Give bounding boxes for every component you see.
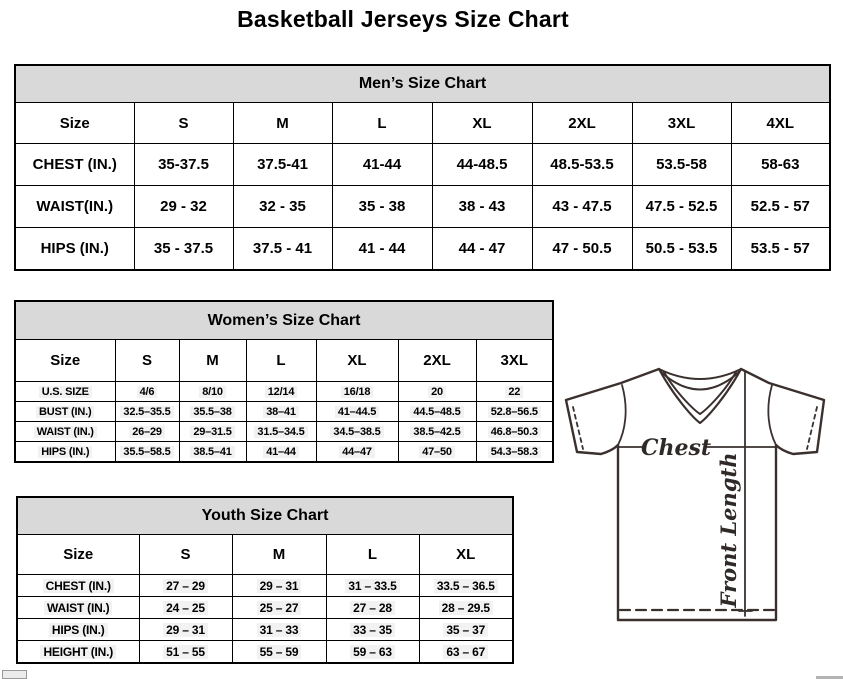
table-title: Women’s Size Chart bbox=[15, 301, 553, 340]
cell-value bbox=[246, 442, 316, 463]
cell-value bbox=[139, 619, 232, 641]
cell-value bbox=[398, 402, 476, 422]
table-row bbox=[15, 340, 553, 382]
row-label bbox=[15, 382, 115, 402]
cell-value-text: 35 – 37 bbox=[443, 623, 488, 637]
cell-value bbox=[232, 575, 326, 597]
cell-value bbox=[326, 641, 419, 664]
row-label-text: WAIST (IN.) bbox=[44, 601, 112, 615]
cell-value-text: 31 – 33 bbox=[257, 623, 302, 637]
table-row bbox=[17, 535, 513, 575]
cell-value-text: 28 – 29.5 bbox=[439, 601, 493, 615]
size-col-header: L bbox=[326, 535, 419, 575]
cell-value: 43 - 47.5 bbox=[532, 186, 632, 228]
table-title: Men’s Size Chart bbox=[15, 65, 830, 103]
cell-value bbox=[398, 382, 476, 402]
jersey-outline bbox=[566, 369, 824, 620]
cell-value-text: 33 – 35 bbox=[350, 623, 395, 637]
size-col-header: S bbox=[134, 103, 233, 144]
size-col-header: L bbox=[246, 340, 316, 382]
cell-value bbox=[139, 641, 232, 664]
table-row bbox=[15, 382, 553, 402]
size-header: Size bbox=[17, 535, 139, 575]
cell-value bbox=[419, 619, 513, 641]
cell-value bbox=[139, 597, 232, 619]
row-label: CHEST (IN.) bbox=[15, 144, 134, 186]
table-row bbox=[15, 422, 553, 442]
row-label bbox=[15, 422, 115, 442]
cell-value-text: 34.5–38.5 bbox=[330, 426, 383, 438]
cell-value-text: 31.5–34.5 bbox=[254, 426, 307, 438]
cell-value-text: 24 – 25 bbox=[163, 601, 208, 615]
front-length-label: Front Length bbox=[716, 452, 741, 608]
row-label bbox=[15, 442, 115, 463]
cell-value-text: 27 – 28 bbox=[350, 601, 395, 615]
cell-value-text: 32.5–35.5 bbox=[120, 406, 173, 418]
table-row bbox=[15, 402, 553, 422]
cell-value: 38 - 43 bbox=[432, 186, 532, 228]
table-row bbox=[17, 575, 513, 597]
cell-value-text: 46.8–50.3 bbox=[488, 426, 541, 438]
size-header: Size bbox=[15, 340, 115, 382]
cell-value bbox=[115, 402, 179, 422]
size-col-header: M bbox=[233, 103, 332, 144]
cell-value bbox=[246, 402, 316, 422]
cell-value: 41-44 bbox=[332, 144, 432, 186]
cell-value: 37.5 - 41 bbox=[233, 228, 332, 271]
row-label-text: WAIST (IN.) bbox=[34, 426, 97, 438]
cell-value bbox=[316, 382, 398, 402]
table-row bbox=[15, 442, 553, 463]
size-col-header: M bbox=[179, 340, 246, 382]
size-col-header: M bbox=[232, 535, 326, 575]
cell-value-text: 52.8–56.5 bbox=[488, 406, 541, 418]
cell-value-text: 20 bbox=[428, 386, 446, 398]
table-row bbox=[15, 228, 830, 271]
table-row bbox=[17, 597, 513, 619]
cell-value-text: 4/6 bbox=[137, 386, 158, 398]
cell-value bbox=[246, 382, 316, 402]
cell-value bbox=[232, 619, 326, 641]
row-label: WAIST(IN.) bbox=[15, 186, 134, 228]
size-col-header: XL bbox=[419, 535, 513, 575]
cell-value bbox=[232, 597, 326, 619]
cell-value-text: 25 – 27 bbox=[257, 601, 302, 615]
cell-value-text: 54.3–58.3 bbox=[488, 446, 541, 458]
cell-value: 35 - 37.5 bbox=[134, 228, 233, 271]
size-col-header: XL bbox=[432, 103, 532, 144]
cell-value bbox=[316, 442, 398, 463]
cell-value-text: 38.5–42.5 bbox=[410, 426, 463, 438]
row-label-text: CHEST (IN.) bbox=[43, 579, 114, 593]
cell-value-text: 38.5–41 bbox=[190, 446, 234, 458]
cell-value bbox=[179, 382, 246, 402]
table-row bbox=[17, 619, 513, 641]
cell-value: 52.5 - 57 bbox=[731, 186, 830, 228]
size-header: Size bbox=[15, 103, 134, 144]
cell-value-text: 63 – 67 bbox=[443, 645, 488, 659]
row-label-text: BUST (IN.) bbox=[36, 406, 94, 418]
cell-value bbox=[232, 641, 326, 664]
cell-value: 47 - 50.5 bbox=[532, 228, 632, 271]
youth-size-table bbox=[16, 496, 514, 664]
table-row bbox=[15, 186, 830, 228]
size-col-header: L bbox=[332, 103, 432, 144]
cell-value bbox=[476, 422, 553, 442]
mens-size-table bbox=[14, 64, 831, 271]
row-label bbox=[15, 402, 115, 422]
size-col-header: S bbox=[115, 340, 179, 382]
table-row bbox=[17, 641, 513, 664]
cell-value bbox=[326, 597, 419, 619]
cell-value-text: 29 – 31 bbox=[257, 579, 302, 593]
cell-value bbox=[326, 575, 419, 597]
cell-value: 58-63 bbox=[731, 144, 830, 186]
row-label: HIPS (IN.) bbox=[15, 228, 134, 271]
row-label-text: U.S. SIZE bbox=[39, 386, 92, 398]
cell-value bbox=[316, 422, 398, 442]
cell-value: 53.5 - 57 bbox=[731, 228, 830, 271]
cell-value-text: 44.5–48.5 bbox=[410, 406, 463, 418]
row-label bbox=[17, 619, 139, 641]
table-row bbox=[15, 103, 830, 144]
row-label-text: HEIGHT (IN.) bbox=[40, 645, 116, 659]
collar-back-curves bbox=[659, 369, 741, 390]
cell-value: 37.5-41 bbox=[233, 144, 332, 186]
cell-value: 44 - 47 bbox=[432, 228, 532, 271]
cell-value-text: 16/18 bbox=[341, 386, 374, 398]
cell-value-text: 44–47 bbox=[339, 446, 375, 458]
cell-value-text: 35.5–38 bbox=[190, 406, 234, 418]
row-label-text: HIPS (IN.) bbox=[38, 446, 92, 458]
cell-value: 29 - 32 bbox=[134, 186, 233, 228]
cell-value bbox=[115, 442, 179, 463]
cell-value-text: 47–50 bbox=[419, 446, 455, 458]
cell-value bbox=[398, 442, 476, 463]
size-col-header: 3XL bbox=[632, 103, 731, 144]
cell-value-text: 59 – 63 bbox=[350, 645, 395, 659]
table-row bbox=[17, 497, 513, 535]
cell-value: 48.5-53.5 bbox=[532, 144, 632, 186]
cell-value-text: 41–44.5 bbox=[335, 406, 379, 418]
cell-value: 50.5 - 53.5 bbox=[632, 228, 731, 271]
cell-value-text: 41–44 bbox=[263, 446, 299, 458]
corner-handle-artifact bbox=[2, 670, 27, 679]
cell-value-text: 31 – 33.5 bbox=[345, 579, 399, 593]
cell-value bbox=[419, 597, 513, 619]
size-col-header: XL bbox=[316, 340, 398, 382]
cell-value: 35 - 38 bbox=[332, 186, 432, 228]
row-label-text: HIPS (IN.) bbox=[49, 623, 108, 637]
cell-value: 32 - 35 bbox=[233, 186, 332, 228]
cell-value bbox=[179, 442, 246, 463]
cell-value bbox=[326, 619, 419, 641]
cell-value-text: 51 – 55 bbox=[163, 645, 208, 659]
cell-value bbox=[476, 442, 553, 463]
cell-value-text: 29–31.5 bbox=[190, 426, 234, 438]
cell-value: 53.5-58 bbox=[632, 144, 731, 186]
cell-value bbox=[476, 402, 553, 422]
cell-value: 41 - 44 bbox=[332, 228, 432, 271]
row-label bbox=[17, 575, 139, 597]
cell-value bbox=[115, 382, 179, 402]
table-title: Youth Size Chart bbox=[17, 497, 513, 535]
page-title: Basketball Jerseys Size Chart bbox=[237, 6, 569, 32]
cell-value-text: 38–41 bbox=[263, 406, 299, 418]
cell-value: 35-37.5 bbox=[134, 144, 233, 186]
size-col-header: S bbox=[139, 535, 232, 575]
cell-value-text: 29 – 31 bbox=[163, 623, 208, 637]
womens-size-table bbox=[14, 300, 554, 463]
size-col-header: 3XL bbox=[476, 340, 553, 382]
size-col-header: 2XL bbox=[398, 340, 476, 382]
chest-label: Chest bbox=[640, 435, 712, 461]
cell-value: 44-48.5 bbox=[432, 144, 532, 186]
cell-value-text: 55 – 59 bbox=[257, 645, 302, 659]
cell-value bbox=[419, 575, 513, 597]
cell-value bbox=[179, 402, 246, 422]
cell-value-text: 12/14 bbox=[265, 386, 298, 398]
table-row bbox=[15, 301, 553, 340]
table-row bbox=[15, 65, 830, 103]
size-col-header: 2XL bbox=[532, 103, 632, 144]
cell-value-text: 26–29 bbox=[129, 426, 165, 438]
size-col-header: 4XL bbox=[731, 103, 830, 144]
cell-value bbox=[419, 641, 513, 664]
cell-value bbox=[398, 422, 476, 442]
cell-value-text: 33.5 – 36.5 bbox=[434, 579, 498, 593]
cell-value-text: 35.5–58.5 bbox=[120, 446, 173, 458]
cell-value bbox=[139, 575, 232, 597]
cell-value bbox=[246, 422, 316, 442]
table-row bbox=[15, 144, 830, 186]
cell-value: 47.5 - 52.5 bbox=[632, 186, 731, 228]
row-label bbox=[17, 597, 139, 619]
row-label bbox=[17, 641, 139, 664]
cell-value bbox=[179, 422, 246, 442]
cell-value-text: 22 bbox=[505, 386, 523, 398]
cell-value bbox=[316, 402, 398, 422]
cell-value bbox=[115, 422, 179, 442]
cell-value bbox=[476, 382, 553, 402]
cell-value-text: 8/10 bbox=[199, 386, 226, 398]
cell-value-text: 27 – 29 bbox=[163, 579, 208, 593]
jersey-measurement-diagram bbox=[556, 365, 834, 627]
